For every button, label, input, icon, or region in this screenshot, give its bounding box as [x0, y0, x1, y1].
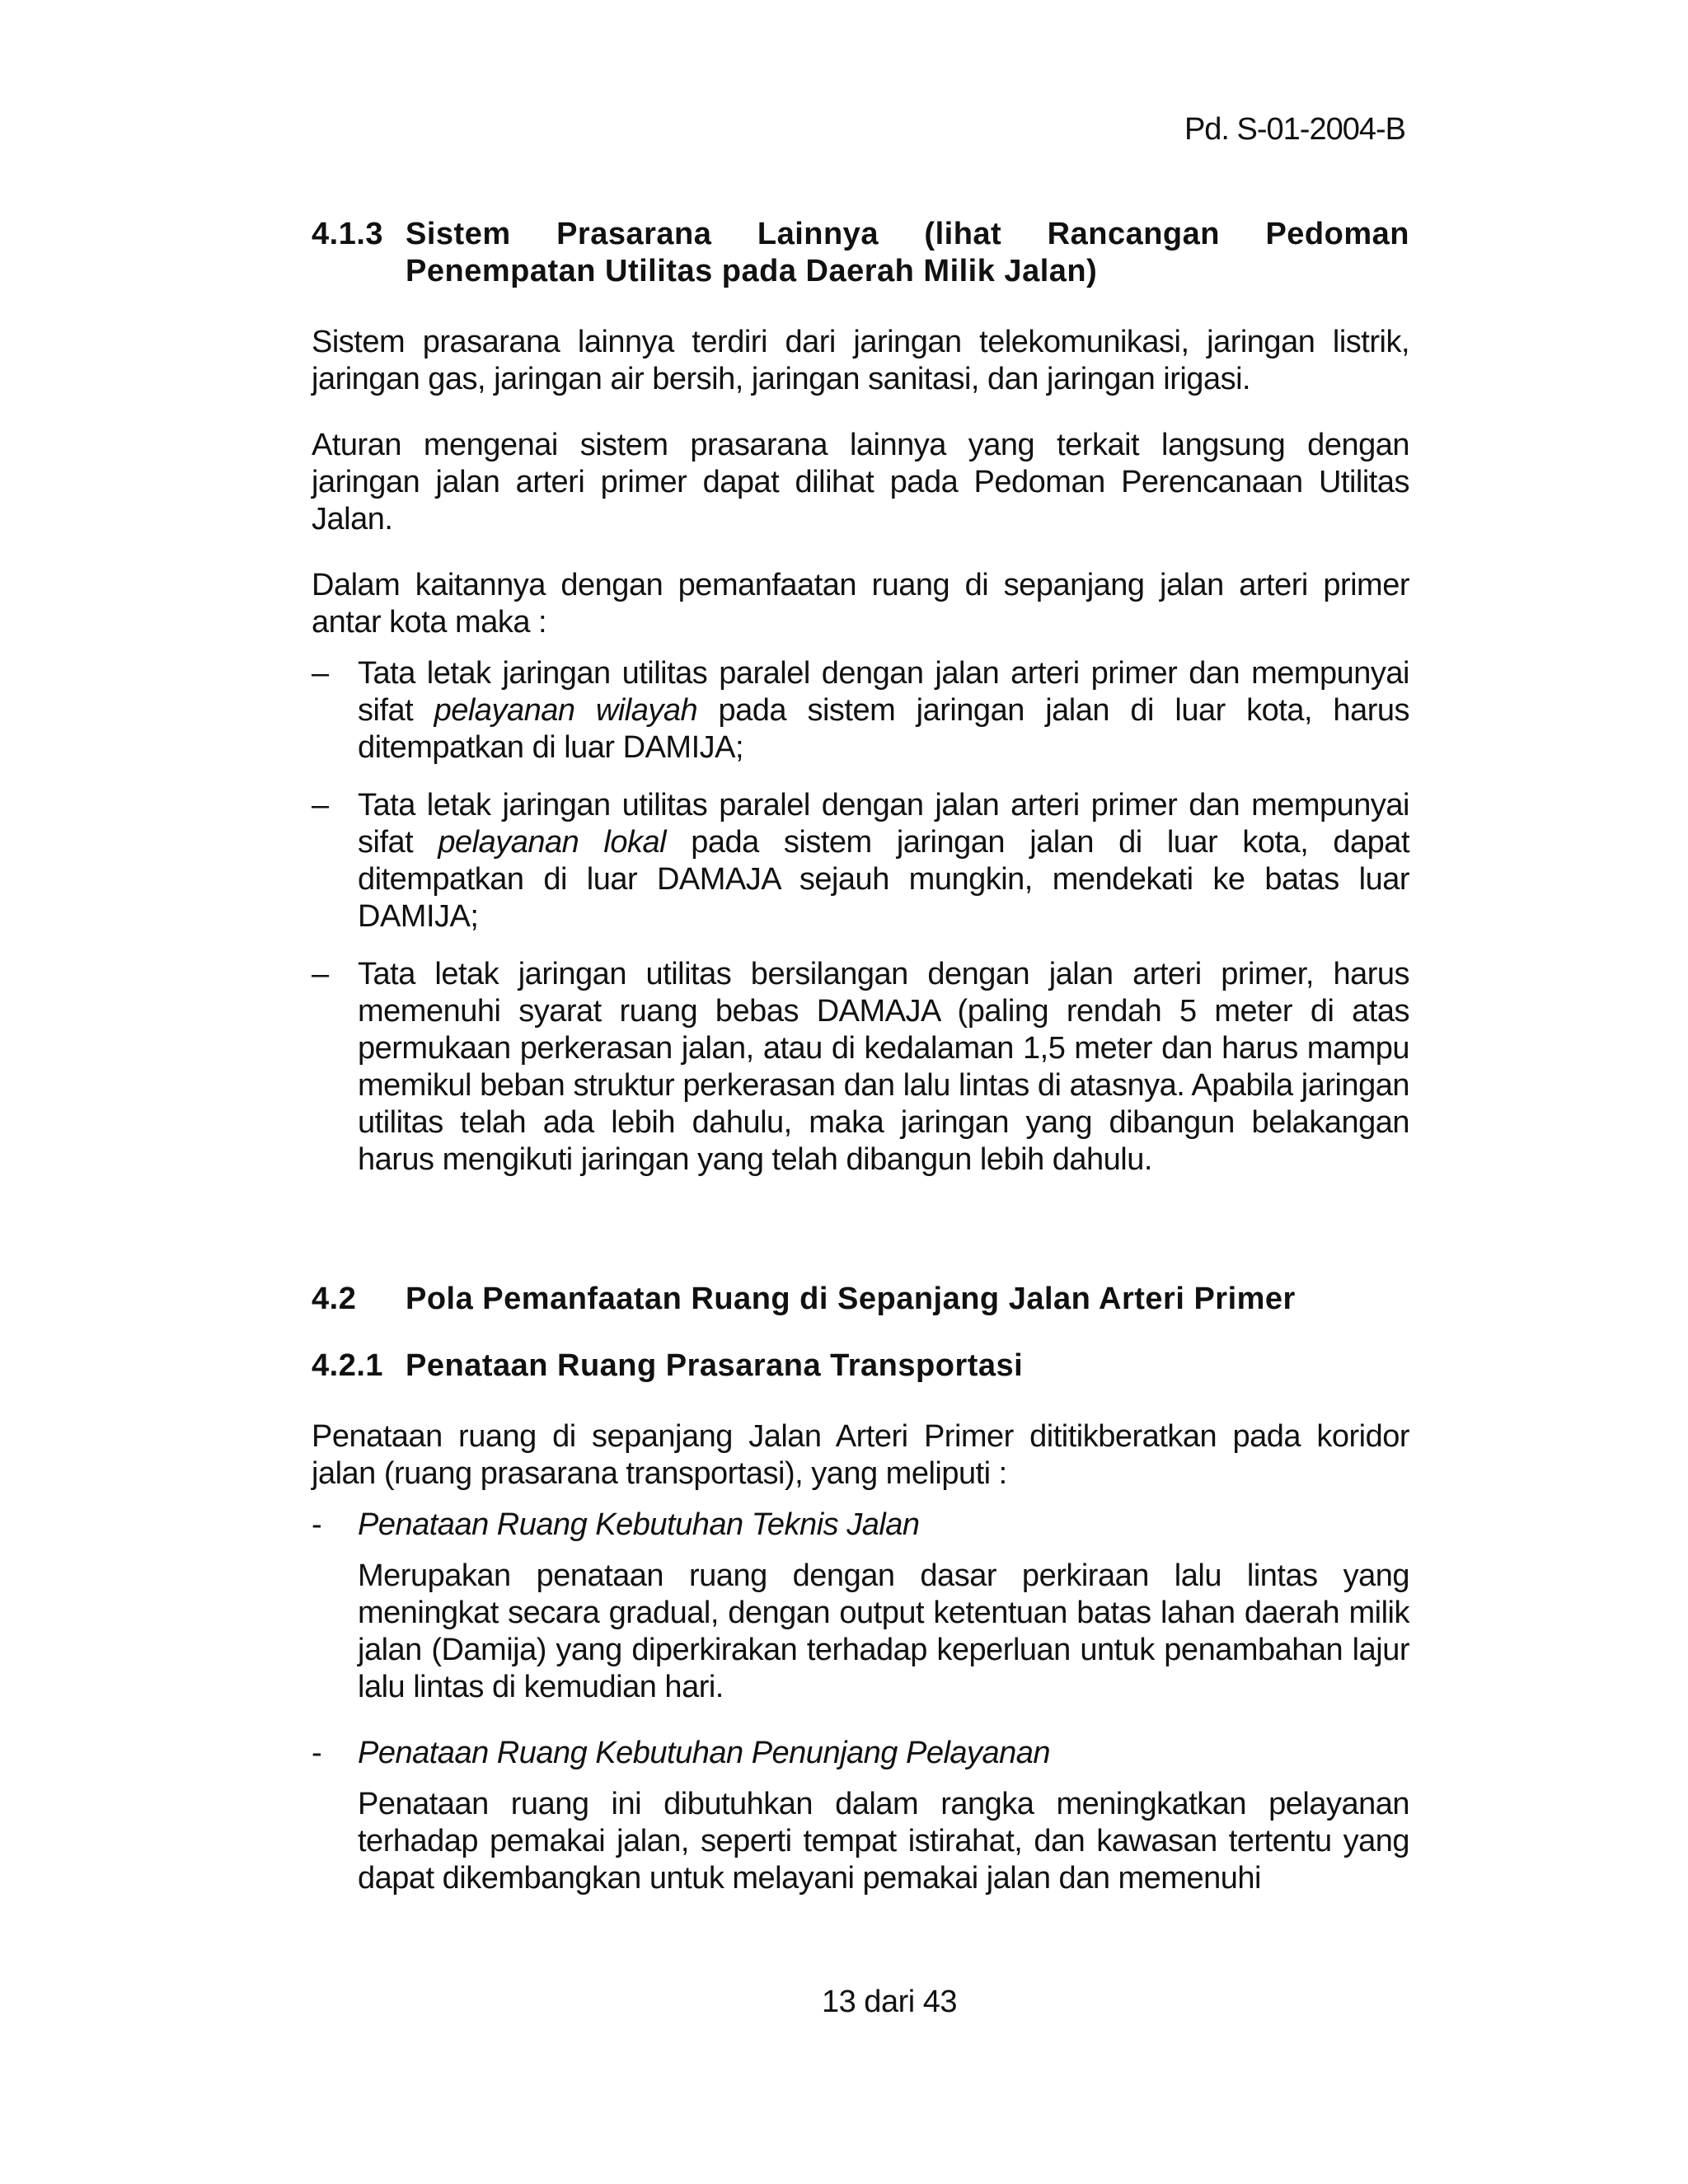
subsection-title: Penataan Ruang Kebutuhan Penunjang Pelayanan [358, 1736, 1051, 1770]
subsection-item [312, 1735, 1409, 1772]
list-item [312, 956, 1409, 1179]
bullet-marker: – [312, 957, 330, 991]
page-content [312, 216, 1409, 1897]
section-title: Penataan Ruang Prasarana Transportasi [406, 1348, 1024, 1383]
list-item-text: Tata letak jaringan utilitas paralel dengan jalan arteri primer dan mempunyai sifat pelayanan wilayah pada sistem jaringan jalan di luar kota, harus ditempatkan di luar DAMIJA; [358, 656, 1409, 765]
subsection-item [312, 1507, 1409, 1544]
subsection-description: Merupakan penataan ruang dengan dasar perkiraan lalu lintas yang meningkat secara gradual, dengan output ketentuan batas lahan daerah milik jalan (Damija) yang diperkirakan terhadap keperluan untuk penambahan lajur lalu lintas di kemudian hari. [358, 1558, 1409, 1704]
paragraph: Aturan mengenai sistem prasarana lainnya yang terkait langsung dengan jaringan jalan arteri primer dapat dilihat pada Pedoman Perencanaan Utilitas Jalan. [312, 428, 1409, 537]
list-item-text: Tata letak jaringan utilitas paralel dengan jalan arteri primer dan mempunyai sifat pelayanan lokal pada sistem jaringan jalan di luar kota, dapat ditempatkan di luar DAMAJA sejauh mungkin, mendekati ke batas luar DAMIJA; [358, 788, 1410, 934]
section-number: 4.2 [312, 1282, 357, 1316]
list-item [312, 655, 1409, 766]
dash-marker: - [312, 1507, 322, 1542]
section-title: Pola Pemanfaatan Ruang di Sepanjang Jalan Arteri Primer [406, 1282, 1296, 1316]
emphasis: pelayanan lokal [438, 825, 667, 860]
list-item-text: Tata letak jaringan utilitas bersilangan dengan jalan arteri primer, harus memenuhi syarat ruang bebas DAMAJA (paling rendah 5 meter di atas permukaan perkerasan jalan, atau di kedalaman 1,5 meter dan harus mampu memikul beban struktur perkerasan dan lalu lintas di atasnya. Apabila jaringan utilitas telah ada lebih dahulu, maka jaringan yang dibangun belakangan harus mengikuti jaringan yang telah dibangun lebih dahulu. [358, 957, 1409, 1177]
bullet-marker: – [312, 788, 330, 823]
bullet-marker: – [312, 656, 330, 691]
section-42-heading [312, 1281, 1409, 1318]
paragraph: Sistem prasarana lainnya terdiri dari jaringan telekomunikasi, jaringan listrik, jaringan gas, jaringan air bersih, jaringan sanitasi, dan jaringan irigasi. [312, 325, 1409, 396]
section-number: 4.2.1 [312, 1348, 384, 1383]
section-421-heading [312, 1347, 1409, 1385]
section-title: Sistem Prasarana Lainnya (lihat Rancangan Pedoman Penempatan Utilitas pada Daerah Milik Jalan) [406, 217, 1409, 288]
dash-marker: - [312, 1736, 322, 1770]
emphasis: pelayanan wilayah [434, 693, 698, 728]
document-code: Pd. S-01-2004-B [1184, 112, 1405, 147]
paragraph: Penataan ruang di sepanjang Jalan Arteri Primer dititikberatkan pada koridor jalan (ruang prasarana transportasi), yang meliputi : [312, 1419, 1409, 1491]
bullet-list [312, 655, 1409, 1179]
section-number: 4.1.3 [312, 217, 384, 251]
subsection-title: Penataan Ruang Kebutuhan Teknis Jalan [358, 1507, 920, 1542]
paragraph: Dalam kaitannya dengan pemanfaatan ruang di sepanjang jalan arteri primer antar kota maka : [312, 568, 1409, 640]
subsection-description: Penataan ruang ini dibutuhkan dalam rangka meningkatkan pelayanan terhadap pemakai jalan, seperti tempat istirahat, dan kawasan tertentu yang dapat dikembangkan untuk melayani pemakai jalan dan memenuhi [358, 1787, 1409, 1896]
section-413-heading [312, 216, 1409, 290]
page-number: 13 dari 43 [821, 1985, 957, 2019]
list-item [312, 787, 1409, 935]
